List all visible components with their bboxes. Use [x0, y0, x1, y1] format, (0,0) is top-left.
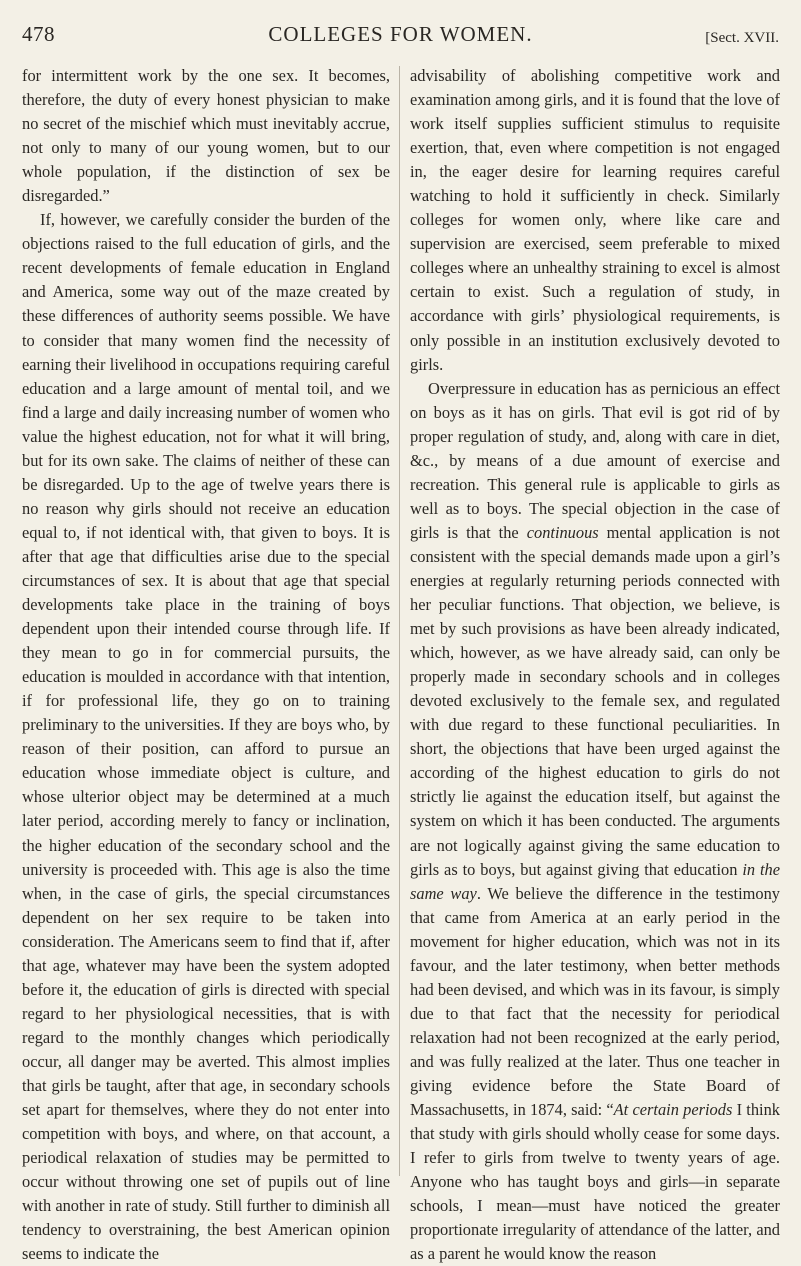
- emphasis: in the same way: [410, 859, 780, 903]
- text-run: Overpressure in education has as pernicious an effect on boys as it has on girls. That evil is got rid of by proper regulation of study, and, along with care in diet, &c., by means of a due amount of exercise and recreation. This general rule is applicable to girls as well as to boys. The special objection in the case of girls is that the: [410, 378, 780, 542]
- section-label: [Sect. XVII.: [705, 30, 779, 46]
- page-number: 478: [22, 22, 55, 46]
- right-column: [410, 64, 780, 1266]
- paragraph: [410, 377, 780, 1266]
- page-header: [22, 16, 779, 56]
- paragraph: advisability of abolishing competitive work and examination among girls, and it is found that the love of work itself supplies sufficient stimulus to requisite exertion, that, even where competition is not engaged in, the eager desire for learning requires careful watching to hold it sufficiently in check. Similarly colleges for women only, where like care and supervision are exercised, seem preferable to mixed colleges where an unhealthy straining to excel is almost certain to exist. Such a regulation of study, in accordance with girls’ physiological requirements, is only possible in an institution exclusively devoted to girls.: [410, 66, 780, 374]
- paragraph: If, however, we carefully consider the burden of the objections raised to the full education of girls, and the recent developments of female education in England and America, some way out of the maze created by these differences of authority seems possible. We have to consider that many women find the necessity of earning their livelihood in occupations requiring careful education and a large amount of mental toil, and we find a large and daily increasing number of women who value the highest education, not for what it will bring, but for its own sake. The claims of neither of these can be disregarded. Up to the age of twelve years there is no reason why girls should not receive an education equal to, if not identical with, that given to boys. It is after that age that difficulties arise due to the special circumstances of sex. It is about that age that special developments take place in the training of boys dependent upon their intended course through life. If they mean to go in for commercial pursuits, the education is moulded in accordance with that intention, if for professional life, they go on to training preliminary to the universities. If they are boys who, by reason of their position, can afford to pursue an education whose immediate object is culture, and whose ulterior object may be determined at a much later period, according merely to fancy or inclination, the higher education of the secondary school and the university is proceeded with. This age is also the time when, in the case of girls, the special circumstances dependent on her sex require to be taken into consideration. The Americans seem to find that if, after that age, whatever may have been the system adopted before it, the education of girls is directed with special regard to her physiological necessities, that is with regard to the monthly changes which periodically occur, all danger may be averted. This almost implies that girls be taught, after that age, in secondary schools set apart for themselves, where they do not enter into competition with boys, and where, on that account, a periodical relaxation of studies may be permitted to occur without throwing one set of pupils out of line with another in rate of study. Still further to diminish all tendency to overstraining, the best American opinion seems to indicate the: [22, 210, 390, 1264]
- column-divider: [399, 66, 400, 1176]
- text-run: . We believe the difference in the testimony that came from America at an early period in the movement for higher education, which was not in its favour, and the later testimony, when better methods had been devised, and which was in its favour, is simply due to that fact that the necessity for periodical relaxation had not been recognized at the early period, and was fully realized at the later. Thus one teacher in giving evidence before the State Board of Massachusetts, in 1874, said: “: [410, 883, 780, 1120]
- running-title: COLLEGES FOR WOMEN.: [268, 22, 533, 46]
- left-column: [22, 64, 390, 1266]
- emphasis: At certain periods: [613, 1100, 733, 1120]
- paragraph: for intermittent work by the one sex. It becomes, therefore, the duty of every honest physician to make no secret of the mischief which must inevitably accrue, not only to many of our young women, but to our whole population, if the distinction of sex be disregarded.”: [22, 66, 390, 206]
- text-run: mental application is not consistent with the special demands made upon a girl’s energies at regularly returning periods connected with her peculiar functions. That objection, we believe, is met by such provisions as have been already indicated, which, however, as we have already said, can only be properly made in secondary schools and in colleges devoted exclusively to the female sex, and regulated with due regard to these functional peculiarities. In short, the objections that have been urged against the according of the highest education to girls do not strictly lie against the education itself, but against the system on which it has been conducted. The arguments are not logically against giving the same education to girls as to boys, but against giving that education: [410, 522, 780, 879]
- emphasis: continuous: [526, 522, 599, 542]
- text-run: I think that study with girls should wholly cease for some days. I refer to girls from twelve to twenty years of age. Anyone who has taught boys and girls—in separate schools, I mean—must have noticed the greater proportionate irregularity of attendance of the latter, and as a parent he would know the reason: [410, 1100, 780, 1264]
